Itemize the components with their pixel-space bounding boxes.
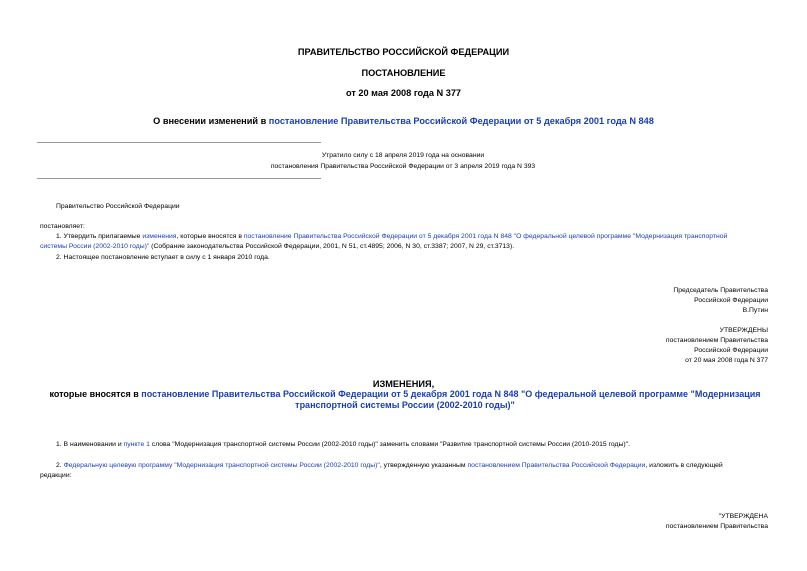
paragraph-2: 2. Настоящее постановление вступает в силу с 1 января 2010 года. xyxy=(56,254,270,261)
approved-label: УТВЕРЖДЕНЫ xyxy=(719,327,768,334)
title-link[interactable]: постановление Правительства Российской Федерации от 5 декабря 2001 года N 848 xyxy=(268,116,654,126)
p1-text-b: , которые вносятся в xyxy=(176,233,244,240)
title-prefix: О внесении изменений в xyxy=(153,116,269,126)
bottom-approved-label: "УТВЕРЖДЕНА xyxy=(718,513,768,520)
signature-position: Председатель Правительства xyxy=(673,287,768,294)
approved-by: постановлением Правительства xyxy=(665,337,768,344)
c1-text-a: 1. В наименовании и xyxy=(56,441,124,448)
program-link[interactable]: Федеральную целевую программу "Модернизация транспортной системы России (2002-2010 годы)" xyxy=(63,462,380,469)
document-type: ПОСТАНОВЛЕНИЕ xyxy=(361,68,446,78)
paragraph-1-line1 xyxy=(56,232,727,242)
decree-848-link-cont[interactable]: системы России (2002-2010 годы)" xyxy=(40,243,150,250)
change-item-2-cont: редакции: xyxy=(40,472,72,479)
changes-sub-link[interactable]: постановление Правительства Российской Федерации от 5 декабря 2001 года N 848 "О федеральной целевой программе "Модернизация xyxy=(141,389,761,399)
notice-top-rule xyxy=(37,142,321,143)
document-title xyxy=(0,116,807,126)
decree-link[interactable]: постановлением Правительства Российской Федерации xyxy=(467,462,646,469)
c2-text-b: , утвержденную указанным xyxy=(379,462,468,469)
document-date: от 20 мая 2008 года N 377 xyxy=(345,88,462,98)
changes-sub-prefix: которые вносятся в xyxy=(49,389,142,399)
bottom-approved-by: постановлением Правительства xyxy=(665,523,768,530)
decides-line: постановляет: xyxy=(40,223,85,230)
decree-848-link[interactable]: постановление Правительства Российской Федерации от 5 декабря 2001 года N 848 "О федеральной целевой программе "Модернизация транспортной xyxy=(243,233,728,240)
paragraph-1-line2 xyxy=(40,242,514,252)
c1-text-b: слова "Модернизация транспортной системы России (2002-2010 годы)" заменить словами "Развитие транспортной системы России (2010-2015 годы)". xyxy=(149,441,630,448)
p1-text-a: 1. Утвердить прилагаемые xyxy=(56,233,143,240)
notice-bottom-rule xyxy=(37,178,321,179)
changes-link[interactable]: изменения xyxy=(142,233,177,240)
signature-name: В.Путин xyxy=(742,307,768,314)
c2-text-c: , изложить в следующей xyxy=(645,462,723,469)
change-item-2 xyxy=(56,461,723,471)
repeal-notice-link[interactable]: постановления Правительства Российской Федерации от 3 апреля 2019 года N 393 xyxy=(270,163,536,170)
approved-country: Российской Федерации xyxy=(694,347,768,354)
approved-date: от 20 мая 2008 года N 377 xyxy=(685,357,768,364)
c2-text-a: 2. xyxy=(56,462,64,469)
government-title: ПРАВИТЕЛЬСТВО РОССИЙСКОЙ ФЕДЕРАЦИИ xyxy=(297,47,510,57)
point-1-link[interactable]: пункте 1 xyxy=(123,441,150,448)
repeal-notice-line1: Утратило силу с 18 апреля 2019 года на основании xyxy=(321,152,485,159)
change-item-1 xyxy=(56,440,630,450)
changes-sub-link-cont[interactable]: транспортной системы России (2002-2010 годы)" xyxy=(295,400,515,410)
changes-subheading xyxy=(40,389,770,411)
changes-heading: ИЗМЕНЕНИЯ, xyxy=(372,379,435,389)
government-line: Правительство Российской Федерации xyxy=(56,203,180,210)
signature-country: Российской Федерации xyxy=(694,297,768,304)
p1-text-c: (Собрание законодательства Российской Федерации, 2001, N 51, ст.4895; 2006, N 30, ст.3387; 2007, N 29, ст.3713). xyxy=(149,243,515,250)
